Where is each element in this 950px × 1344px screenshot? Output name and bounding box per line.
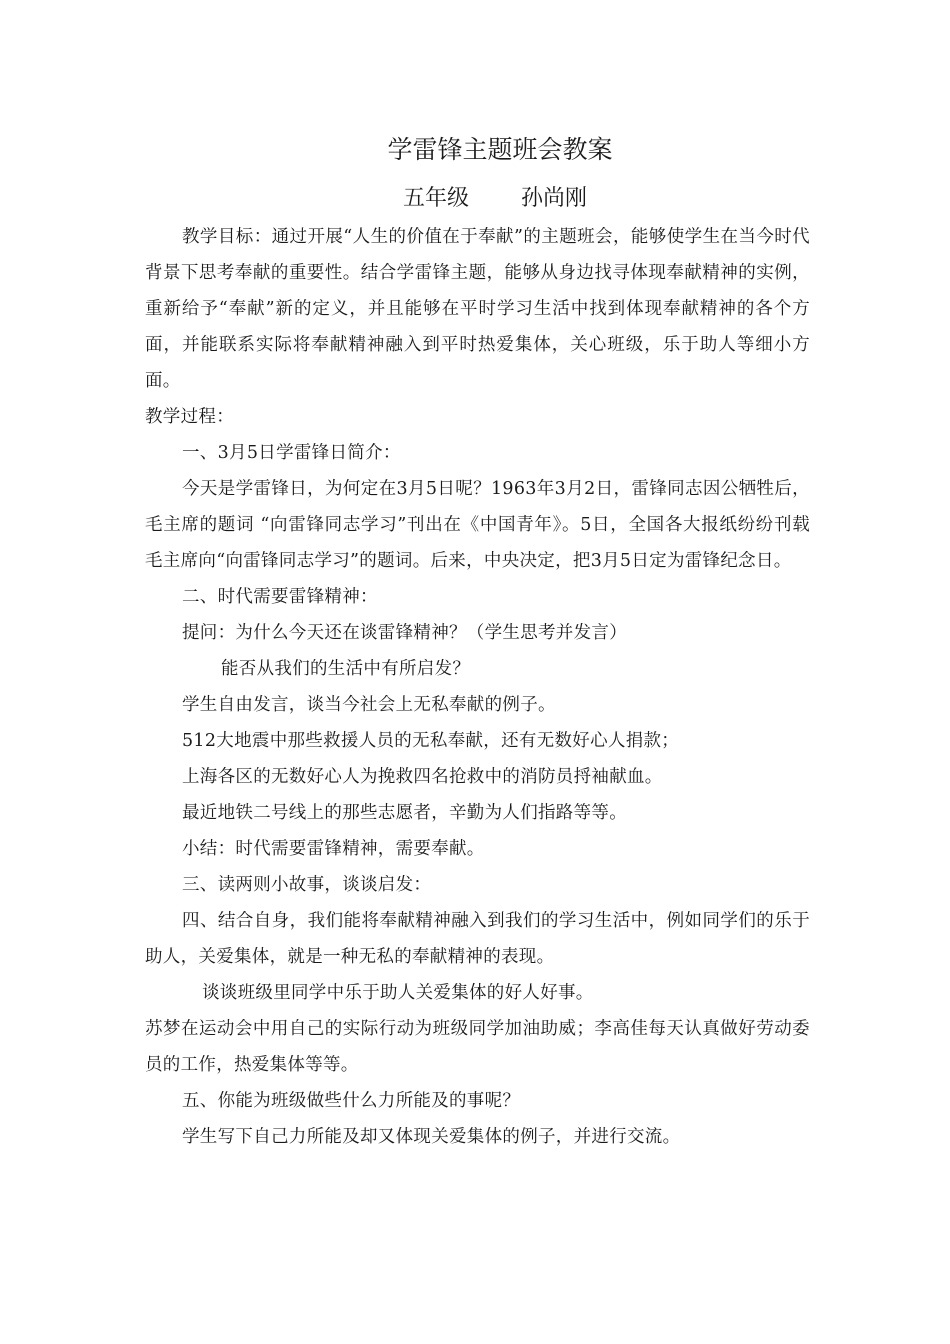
section-heading-2: 二、时代需要雷锋精神： — [182, 587, 378, 607]
paragraph-example-metro: 最近地铁二号线上的那些志愿者，辛勤为人们指路等等。 — [182, 803, 627, 823]
section-heading-3: 三、读两则小故事，谈谈启发： — [182, 875, 432, 895]
section-heading-4: 四、结合自身，我们能将奉献精神融入到我们的学习生活中，例如同学们的乐于助人，关爱集体，就是一种无私的奉献精神的表现。 — [145, 911, 810, 967]
paragraph-write-examples: 学生写下自己力所能及却又体现关爱集体的例子，并进行交流。 — [182, 1127, 681, 1147]
section-heading-1: 一、3月5日学雷锋日简介： — [182, 443, 401, 463]
paragraph-teaching-goal: 教学目标：通过开展“人生的价值在于奉献”的主题班会，能够使学生在当今时代背景下思考奉献的重要性。结合学雷锋主题，能够从身边找寻体现奉献精神的实例，重新给予“奉献”新的定义，并且能够在平时学习生活中找到体现奉献精神的各个方面，并能联系实际将奉献精神融入到平时热爱集体，关心班级，乐于助人等细小方面。 — [145, 227, 810, 391]
grade-label: 五年级 — [403, 186, 470, 211]
section-heading-5: 五、你能为班级做些什么力所能及的事呢？ — [182, 1091, 521, 1111]
paragraph-class-deeds: 谈谈班级里同学中乐于助人关爱集体的好人好事。 — [202, 983, 594, 1003]
paragraph-process-heading: 教学过程： — [145, 407, 234, 427]
document-subtitle — [403, 184, 587, 214]
paragraph-question: 提问：为什么今天还在谈雷锋精神？（学生思考并发言） — [182, 623, 627, 643]
paragraph-example-blood: 上海各区的无数好心人为挽救四名抢救中的消防员捋袖献血。 — [182, 767, 663, 787]
paragraph-class-examples: 苏梦在运动会中用自己的实际行动为班级同学加油助威；李高佳每天认真做好劳动委员的工作，热爱集体等等。 — [145, 1019, 810, 1075]
paragraph-example-earthquake: 512大地震中那些救援人员的无私奉献，还有无数好心人捐款； — [182, 731, 680, 751]
document-body — [145, 219, 810, 1155]
paragraph-summary: 小结：时代需要雷锋精神，需要奉献。 — [182, 839, 485, 859]
author-name: 孙尚刚 — [521, 186, 588, 211]
paragraph-leifeng-day: 今天是学雷锋日，为何定在3月5日呢？1963年3月2日，雷锋同志因公牺牲后，毛主席的题词 “向雷锋同志学习”刊出在《中国青年》。5日，全国各大报纸纷纷刊载毛主席向“向雷锋同志学习”的题词。后来，中央决定，把3月5日定为雷锋纪念日。 — [145, 479, 810, 571]
paragraph-free-speech: 学生自由发言，谈当今社会上无私奉献的例子。 — [182, 695, 556, 715]
document-title: 学雷锋主题班会教案 — [387, 135, 613, 164]
paragraph-question-followup: 能否从我们的生活中有所启发？ — [221, 659, 471, 679]
